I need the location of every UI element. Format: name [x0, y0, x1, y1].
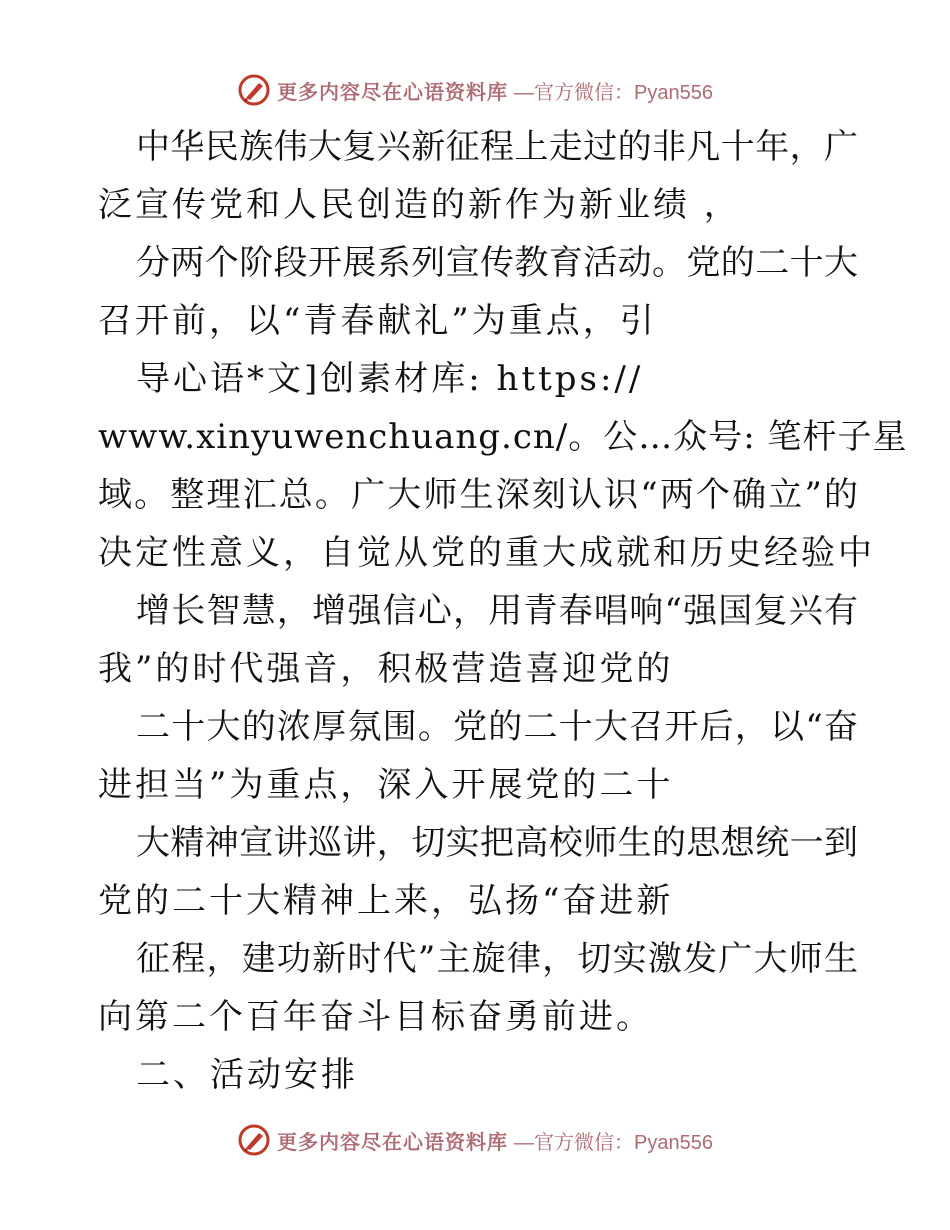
body-line: 决定性意义，自觉从党的重大成就和历史经验中 — [98, 533, 875, 573]
body-line: 分两个阶段开展系列宣传教育活动。党的二十大 — [136, 243, 858, 283]
body-line: 征程，建功新时代”主旋律，切实激发广大师生 — [136, 939, 858, 979]
body-line: 域。整理汇总。广大师生深刻认识“两个确立”的 — [98, 475, 858, 515]
header-banner-text: 更多内容尽在心语资料库 — [277, 79, 509, 104]
body-line: 泛宣传党和人民创造的新作为新业绩 ， — [98, 185, 741, 225]
header-banner — [0, 70, 950, 110]
header-banner-id: —官方微信：Pyan556 — [514, 81, 713, 104]
body-line: 中华民族伟大复兴新征程上走过的非凡十年，广 — [136, 127, 858, 167]
body-line: 大精神宣讲巡讲，切实把高校师生的思想统一到 — [136, 823, 858, 863]
body-line: 进担当”为重点，深入开展党的二十 — [98, 765, 674, 805]
footer-banner — [0, 1120, 950, 1160]
body-line: 二十大的浓厚氛围。党的二十大召开后，以“奋 — [136, 707, 858, 747]
body-line: 党的二十大精神上来，弘扬“奋进新 — [98, 881, 674, 921]
body-line: 我”的时代强音，积极营造喜迎党的 — [98, 649, 674, 689]
pen-logo-icon — [237, 1123, 271, 1157]
body-line: 增长智慧，增强信心，用青春唱响“强国复兴有 — [136, 591, 858, 631]
footer-banner-id: —官方微信：Pyan556 — [514, 1131, 713, 1154]
pen-logo-icon — [237, 73, 271, 107]
section-heading: 二、活动安排 — [136, 1055, 358, 1095]
body-line: www.xinyuwenchuang.cn/。公…众号: 笔杆子星 — [98, 417, 908, 457]
body-line: 召开前，以“青春献礼”为重点，引 — [98, 301, 657, 341]
document-body — [98, 118, 908, 1104]
body-line: 导心语*文]创素材库: https:// — [136, 359, 644, 399]
body-line: 向第二个百年奋斗目标奋勇前进。 — [98, 997, 653, 1037]
footer-banner-text: 更多内容尽在心语资料库 — [277, 1129, 509, 1154]
